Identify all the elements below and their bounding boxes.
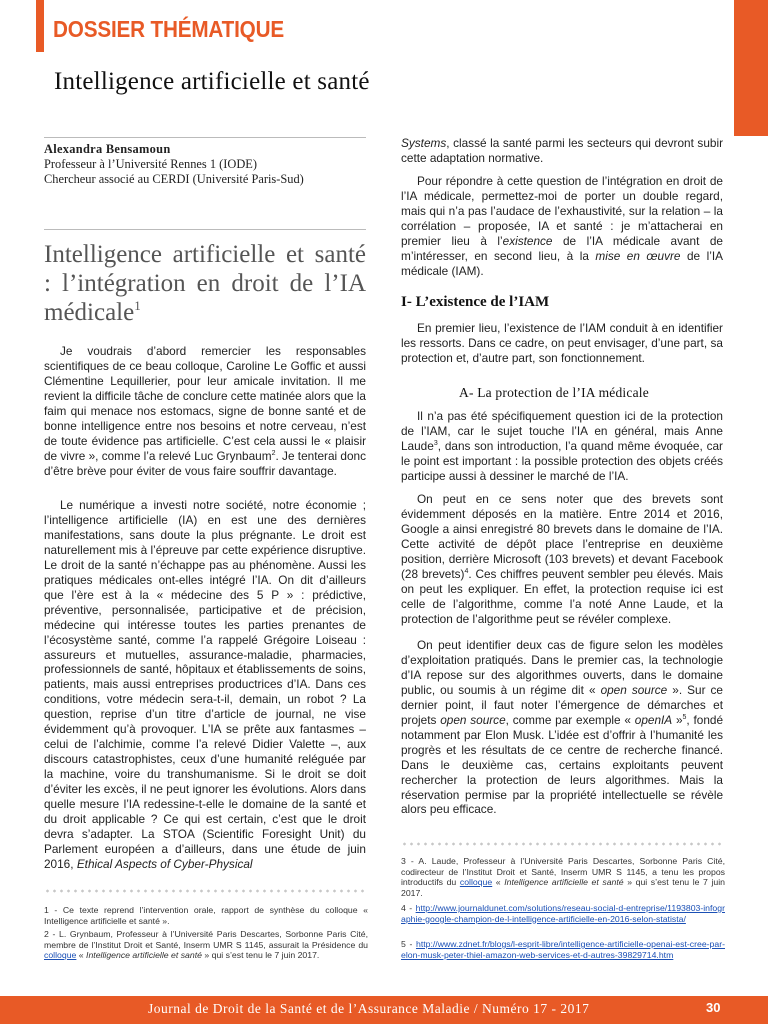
paragraph-numerique-continued (401, 136, 723, 279)
paragraph-modeles-italic-3: openIA (634, 712, 673, 727)
paragraph-modeles-e: , fondé notamment par Elon Musk. L’idée est d’offrir à l’humanité les progrès et les résultats de ce centre de recherche financé. Dans le deuxième cas, certains exploitants peuvent rechercher la protection de leurs algorithmes. Mais la réservation permise par la propriété intellectuelle se révèle alors peu efficace. (401, 712, 724, 817)
article-title-text: Intelligence artificielle et santé : l’intégration en droit de l’IA médicale (44, 241, 366, 326)
footnote-ref-4[interactable]: 4 (464, 567, 469, 575)
footnote-4-link[interactable]: http://www.journaldunet.com/solutions/reseau-social-d-entreprise/1193803-infographie-google-champion-de-l-intelligence-artificielle-en-2016-selon-statista/ (401, 903, 725, 924)
paragraph-brevets-a: On peut en ce sens noter que des brevets sont évidemment déposés en la matière. Entre 2014 et 2016, Google a ainsi enregistré 80 brevets dans le domaine de l’IA. Cette activité de dépôt place l’entreprise en deuxième position, derrière Microsoft (103 brevets) et devant Facebook (28 brevets) (401, 492, 723, 581)
paragraph-protection-b: , dans son introduction, l’a quand même évoquée, car le point est important : la possible protection des objets créés participe aussi à dessiner le marché de l’IA. (401, 438, 723, 483)
footnote-ref-1[interactable]: 1 (134, 298, 141, 313)
footnote-ref-3[interactable]: 3 (433, 439, 438, 447)
page-number: 30 (706, 1000, 721, 1015)
author-affiliation-2: Chercheur associé au CERDI (Université Paris-Sud) (44, 172, 304, 186)
paragraph-numerique-text: Le numérique a investi notre société, notre économie ; l’intelligence artificielle (IA) en est une des dernières manifestations, sans doute la plus prégnante. Le droit est naturellement mis à l’épreuve par cette expérience disruptive. Le droit de la santé n’échappe pas au phénomène. Aussi les pratiques médicales ont-elles intégré l’IA. On dit d’ailleurs que l’ère est à la « médecine des 5 P » : prédictive, préventive, personnalisée, participative et de précision, médecine qui intéresse toutes les parties prenantes de l’écosystème santé, comme l’a rappelé Grégoire Loiseau : assureurs et mutuelles, assurance-maladie, pharmacies, professionnels de santé, hôpitaux et établissements de soins, patients, mais aussi entreprises productrices d’IA. Dans ces conditions, votre médecin sera-t-il, demain, un robot ? La question, reprise d’un titre d’article de journal, ne vise évidemment qu’à provoquer. L’IA se prête aux fantasmes – celui de l’alchimie, comme l’a relevé Didier Valette –, aux discours catastrophistes, ceux d’une humanité reléguée par la machine, voire du transhumanisme. Si le droit se doit d’éviter les excès, il ne peut ignorer les évolutions. Alors dans quelle mesure l’IA redessine-t-elle le domaine de la santé et du droit applicable ? Ce qui est certain, c’est que le droit devra s’adapter. La STOA (Scientific Foresight Unit) du Parlement européen a d’ailleurs, dans une étude de juin 2016, (44, 498, 366, 871)
footnote-4 (401, 903, 725, 924)
footnote-3-text: 3 - A. Laude, Professeur à l’Université Paris Descartes, Sorbonne Paris Cité, codirecteur de l’Institut Droit et Santé, Inserm UMR S 1145, a tenu les propos introductifs du (401, 856, 725, 888)
paragraph-plan-a: Pour répondre à cette question de l’intégration en droit de l’IA médicale, permettez-moi de porter un double regard, mais qui n’a pas l’audace de l’exhaustivité, sur la relation – la corrélation – proposée, IA et santé : je m’attacherai en premier lieu à l’ (401, 173, 723, 248)
footnote-ref-5[interactable]: 5 (682, 713, 687, 721)
paragraph-protection-a: Il n’a pas été spécifiquement question ici de la protection de l’IAM, car le sujet touche l’IA en général, mais Anne Laude (401, 409, 723, 453)
paragraph-existence-text: En premier lieu, l’existence de l’IAM conduit à en identifier les ressorts. Dans ce cadre, on peut envisager, d’une part, sa protection et, d’autre part, son fonctionnement. (401, 321, 723, 365)
paragraph-modeles-italic-2: open source (440, 712, 506, 727)
paragraph-modeles-italic-1: open source (600, 682, 668, 697)
footnote-2-colloque-link[interactable]: colloque (44, 950, 77, 961)
author-affiliation-1: Professeur à l’Université Rennes 1 (IODE) (44, 157, 257, 171)
paragraph-modeles-d: » (672, 712, 683, 727)
dossier-title: Intelligence artificielle et santé (54, 68, 370, 95)
paragraph-plan-italic-1: existence (502, 233, 553, 248)
author-block (44, 142, 374, 187)
paragraph-numerique (44, 498, 366, 872)
paragraph-intro-text: Je voudrais d’abord remercier les responsables scientifiques de ce beau colloque, Caroline Le Goffic et aussi Clémentine Lequillerier, pour leur amicale invitation. Il me revient la difficile tâche de conclure cette matinée alors que la faim qui menace nos estomacs, signe de bonne santé et de bonne intelligence entre nos besoins et notre cerveau, n’est de toute évidence pas artificielle. C’est cela aussi le « plaisir de vivre », comme l’a relevé Luc Grynbaum (44, 344, 366, 463)
paragraph-brevets-b: . Ces chiffres peuvent sembler peu élevés. Mais on peut les expliquer. En effet, la protection requise ici est celle de l’algorithme, comme l’a noté Anne Laude, et la protection de l’algorithme peut se révéler complexe. (401, 566, 723, 626)
section-kicker: DOSSIER THÉMATIQUE (53, 16, 284, 42)
footnote-2-italic: Intelligence artificielle et santé (86, 950, 202, 961)
footnote-2 (44, 929, 368, 961)
subsection-heading-a: A- La protection de l’IA médicale (459, 385, 649, 400)
paragraph-modeles-b: ». Sur ce dernier point, il faut noter l’émergence de démarches et projets (401, 682, 723, 727)
footnote-1: 1 - Ce texte reprend l’intervention orale, rapport de synthèse du colloque « Intelligence artificielle et santé ». (44, 905, 368, 926)
paragraph-plan-italic-2: mise en œuvre (595, 248, 681, 263)
paragraph-intro-end: . Je tenterai donc d’être brève pour éviter de vous faire souffrir davantage. (44, 448, 367, 478)
section-heading-1: I- L’existence de l’IAM (401, 294, 550, 310)
paragraph-continued-italic: Systems (401, 136, 447, 150)
author-name: Alexandra Bensamoun (44, 142, 171, 156)
paragraph-brevets (401, 492, 723, 627)
footnote-3-quote-open: « (492, 877, 505, 888)
footnote-5-number: 5 - (401, 939, 416, 949)
paragraph-intro (44, 344, 366, 479)
article-title (44, 240, 366, 327)
footnote-separator-left (44, 889, 366, 893)
footnote-separator-right (401, 842, 723, 846)
paragraph-continued-text: , classé la santé parmi les secteurs qui devront subir cette adaptation normative. (401, 136, 723, 165)
footnote-3-colloque-link[interactable]: colloque (459, 877, 493, 888)
footnote-5 (401, 939, 725, 960)
footnote-2-text: 2 - L. Grynbaum, Professeur à l’Université Paris Descartes, Sorbonne Paris Cité, membre de l’Institut Droit et Santé, Inserm UMR S 1145, assurait la Présidence du (44, 929, 368, 950)
footnote-2-end: » qui s’est tenu le 7 juin 2017. (201, 950, 320, 961)
footnote-5-link[interactable]: http://www.zdnet.fr/blogs/l-esprit-libre/intelligence-artificielle-openai-est-cree-par-elon-musk-peter-thiel-amazon-web-services-et-d-autres-39829714.htm (401, 939, 725, 960)
paragraph-modeles-c: , comme par exemple « (505, 712, 635, 727)
author-divider-top (44, 137, 366, 138)
paragraph-plan-b: de l’IA médicale avant de m’intéresser, en second lieu, à la (401, 233, 723, 263)
footnote-ref-2[interactable]: 2 (271, 449, 276, 457)
author-divider-bottom (44, 229, 366, 230)
paragraph-protection (401, 409, 723, 484)
paragraph-plan-c: de l’IA médicale (IAM). (401, 248, 723, 278)
paragraph-modeles (401, 638, 723, 817)
footer-journal: Journal de Droit de la Santé et de l’Assurance Maladie / Numéro 17 - 2017 (148, 1001, 590, 1016)
paragraph-existence (401, 321, 723, 366)
footnote-2-quote-open: « (76, 950, 87, 961)
footnote-3-end: » qui s’est tenu le 7 juin 2017. (401, 877, 725, 898)
accent-bar-left (36, 0, 44, 52)
footnote-4-number: 4 - (401, 903, 416, 913)
paragraph-numerique-italic: Ethical Aspects of Cyber-Physical (76, 856, 253, 871)
footnote-3-italic: Intelligence artificielle et santé (504, 877, 624, 888)
footnote-3 (401, 856, 725, 898)
accent-bar-right (734, 0, 768, 136)
paragraph-modeles-a: On peut identifier deux cas de figure selon les modèles d’exploitation pratiqués. Dans le premier cas, la technologie d’IA repose sur des algorithmes ouverts, dans le domaine public, ou soumis à un régime dit « (401, 638, 723, 697)
